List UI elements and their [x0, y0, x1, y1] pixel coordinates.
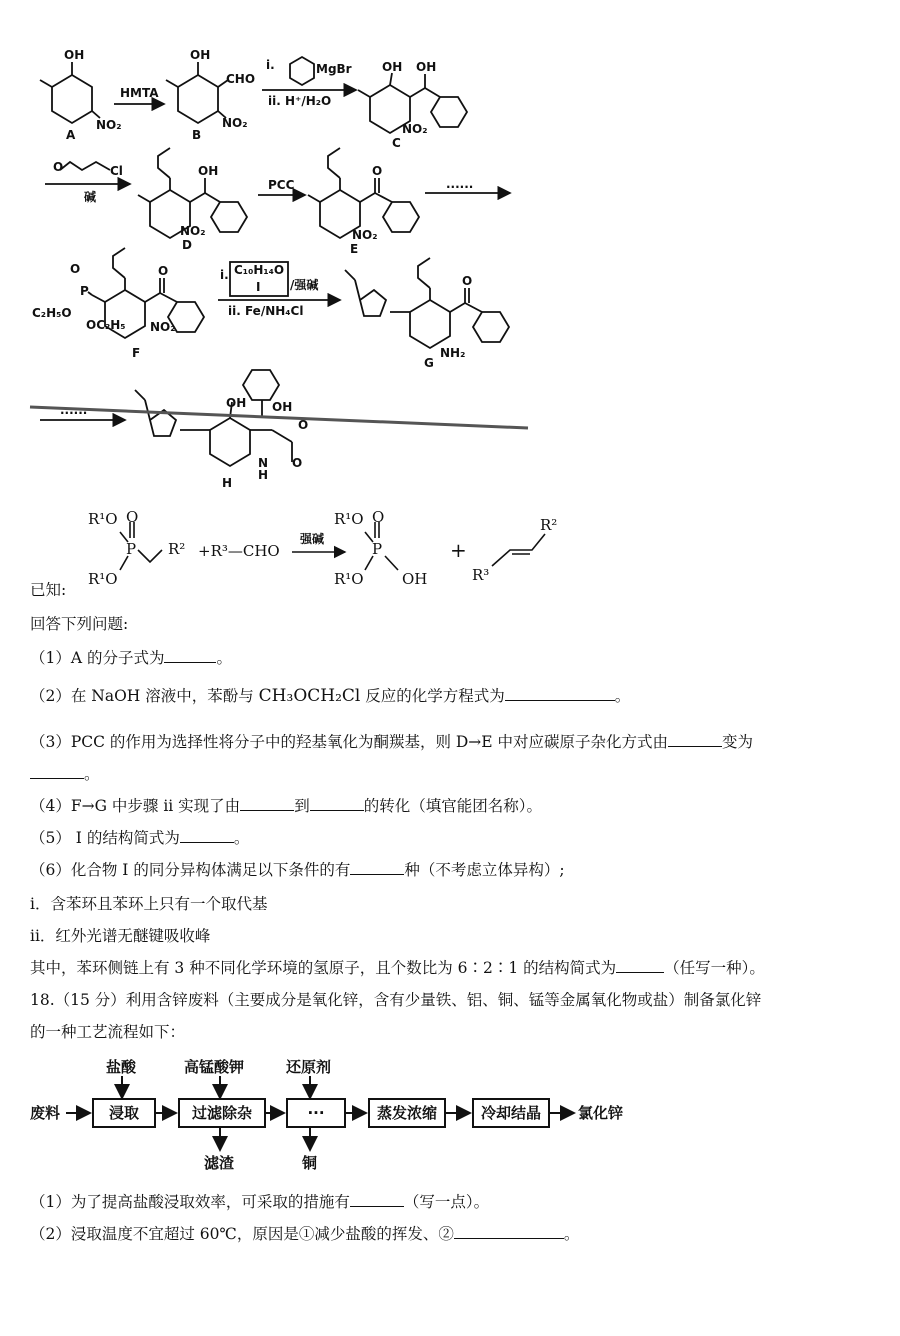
compound-h-ring	[210, 418, 250, 466]
question-18-2: （2）浸取温度不宜超过 60℃，原因是①减少盐酸的挥发、② 。	[30, 1225, 580, 1243]
atom-h: H	[258, 468, 269, 482]
flow-feed: 废料	[30, 1104, 61, 1122]
known-r3cho: +R³—CHO	[198, 542, 280, 560]
reagent-dots: ······	[60, 406, 88, 420]
known-plus: +	[450, 538, 467, 562]
answer-blank[interactable]	[350, 860, 404, 875]
answer-blank[interactable]	[164, 648, 216, 663]
answer-blank[interactable]	[668, 732, 722, 747]
known-r1o-prod-bottom: R¹O	[334, 570, 364, 588]
reagent-base: 碱	[84, 190, 97, 204]
atom-no2: NO₂	[96, 118, 122, 132]
reagent-hmta: HMTA	[120, 86, 159, 100]
question-18-line2: 的一种工艺流程如下：	[30, 1023, 186, 1041]
synthesis-scheme	[0, 0, 900, 500]
atom-o: O	[53, 160, 64, 174]
compound-d-label: D	[182, 238, 192, 252]
known-p-prod: P	[372, 540, 383, 558]
atom-o: O	[70, 262, 81, 276]
atom-no2: NO₂	[180, 224, 206, 238]
answer-blank[interactable]	[310, 796, 364, 811]
atom-o: O	[158, 264, 169, 278]
flow-output-copper: 铜	[302, 1154, 318, 1172]
atom-c2h5o: C₂H₅O	[32, 306, 72, 320]
answer-blank[interactable]	[180, 828, 234, 843]
reagent-step-i: i.	[220, 268, 229, 282]
known-p: P	[126, 540, 137, 558]
reagent-compound-i: I	[256, 280, 261, 294]
known-r1o-top: R¹O	[88, 510, 118, 528]
flow-step-leaching: 浸取	[92, 1098, 156, 1128]
answer-blank[interactable]	[240, 796, 294, 811]
atom-o: O	[372, 164, 383, 178]
answer-blank[interactable]	[30, 764, 84, 779]
atom-cho: CHO	[226, 72, 256, 86]
question-18-1: （1）为了提高盐酸浸取效率，可采取的措施有 （写一点）。	[30, 1193, 490, 1211]
compound-g-label: G	[424, 356, 434, 370]
flow-product: 氯化锌	[578, 1104, 624, 1122]
flow-input-kmno4: 高锰酸钾	[184, 1058, 245, 1076]
atom-no2: NO₂	[222, 116, 248, 130]
question-4: （4）F→G 中步骤 ii 实现了由 到 的转化（填官能团名称）。	[30, 797, 542, 815]
atom-mgbr: MgBr	[316, 62, 352, 76]
atom-oh: OH	[190, 48, 211, 62]
atom-oh: OH	[226, 396, 247, 410]
question-1: （1）A 的分子式为 。	[30, 649, 232, 667]
answer-blank[interactable]	[505, 686, 615, 701]
question-2: （2）在 NaOH 溶液中，苯酚与 CH₃OCH₂Cl 反应的化学方程式为 。	[30, 686, 631, 706]
compound-b-label: B	[192, 128, 202, 142]
atom-nh2: NH₂	[440, 346, 466, 360]
atom-n: N	[258, 456, 269, 470]
reagent-step-ii: ii. Fe/NH₄Cl	[228, 304, 304, 318]
reagent-strong-base: /强碱	[290, 278, 319, 292]
compound-b-ring	[178, 75, 218, 123]
question-5: （5） I 的结构简式为 。	[30, 829, 250, 847]
known-r3-prod: R³	[472, 566, 490, 584]
atom-oh: OH	[382, 60, 403, 74]
flow-step-evaporation: 蒸发浓缩	[368, 1098, 446, 1128]
known-r1o-prod-top: R¹O	[334, 510, 364, 528]
compound-f-label: F	[132, 346, 141, 360]
compound-a-ring	[52, 75, 92, 123]
atom-o: O	[292, 456, 303, 470]
known-oh-prod: OH	[402, 570, 428, 588]
flow-step-filtration: 过滤除杂	[178, 1098, 266, 1128]
flow-step-crystallization: 冷却结晶	[472, 1098, 550, 1128]
atom-cl: Cl	[110, 164, 123, 178]
answer-blank[interactable]	[616, 958, 664, 973]
flow-input-reductant: 还原剂	[286, 1058, 332, 1076]
condition-2: ii．红外光谱无醚键吸收峰	[30, 927, 211, 945]
answer-blank[interactable]	[350, 1192, 404, 1207]
reagent-dots: ······	[446, 180, 474, 194]
compound-c-label: C	[392, 136, 401, 150]
atom-no2: NO₂	[352, 228, 378, 242]
compound-h-label: H	[222, 476, 233, 490]
atom-o: O	[462, 274, 473, 288]
reagent-pcc: PCC	[268, 178, 295, 192]
answer-blank[interactable]	[454, 1224, 564, 1239]
atom-o: O	[298, 418, 309, 432]
known-strong-base: 强碱	[300, 532, 325, 546]
atom-oh: OH	[198, 164, 219, 178]
known-o-prod: O	[372, 508, 385, 526]
flow-output-residue: 滤渣	[204, 1154, 235, 1172]
atom-no2: NO₂	[150, 320, 176, 334]
atom-no2: NO₂	[402, 122, 428, 136]
atom-oh: OH	[64, 48, 85, 62]
known-o-top: O	[126, 508, 139, 526]
atom-oc2h5: OC₂H₅	[86, 318, 126, 332]
question-6-extra: 其中，苯环侧链上有 3 种不同化学环境的氢原子，且个数比为 6∶2∶1 的结构简式为 （任写一种）。	[30, 959, 765, 977]
known-r2-prod: R²	[540, 516, 558, 534]
flow-input-hcl: 盐酸	[106, 1058, 137, 1076]
flow-step-omitted: ···	[286, 1098, 346, 1128]
compound-e-label: E	[350, 242, 359, 256]
reagent-formula: C₁₀H₁₄O	[234, 263, 285, 277]
questions-intro: 回答下列问题:	[30, 615, 129, 633]
question-18-line1: 18.（15 分）利用含锌废料（主要成分是氧化锌，含有少量铁、铝、铜、锰等金属氧化物或盐）制备氯化锌	[30, 991, 762, 1009]
reagent-grignard-step-ii: ii. H⁺/H₂O	[268, 94, 332, 108]
known-label: 已知:	[30, 581, 67, 599]
compound-g-ring	[410, 300, 450, 348]
known-r2: R²	[168, 540, 186, 558]
question-3-cont: 。	[30, 764, 100, 784]
reagent-grignard-step-i: i.	[266, 58, 275, 72]
atom-oh: OH	[416, 60, 437, 74]
atom-p: P	[80, 284, 89, 298]
question-6: （6）化合物 I 的同分异构体满足以下条件的有 种（不考虑立体异构）;	[30, 861, 565, 879]
compound-a-label: A	[66, 128, 76, 142]
known-r1o-bottom: R¹O	[88, 570, 118, 588]
atom-oh: OH	[272, 400, 293, 414]
question-3: （3）PCC 的作用为选择性将分子中的羟基氧化为酮羰基，则 D→E 中对应碳原子杂化方式由 变为	[30, 733, 754, 751]
condition-1: i．含苯环且苯环上只有一个取代基	[30, 895, 268, 913]
